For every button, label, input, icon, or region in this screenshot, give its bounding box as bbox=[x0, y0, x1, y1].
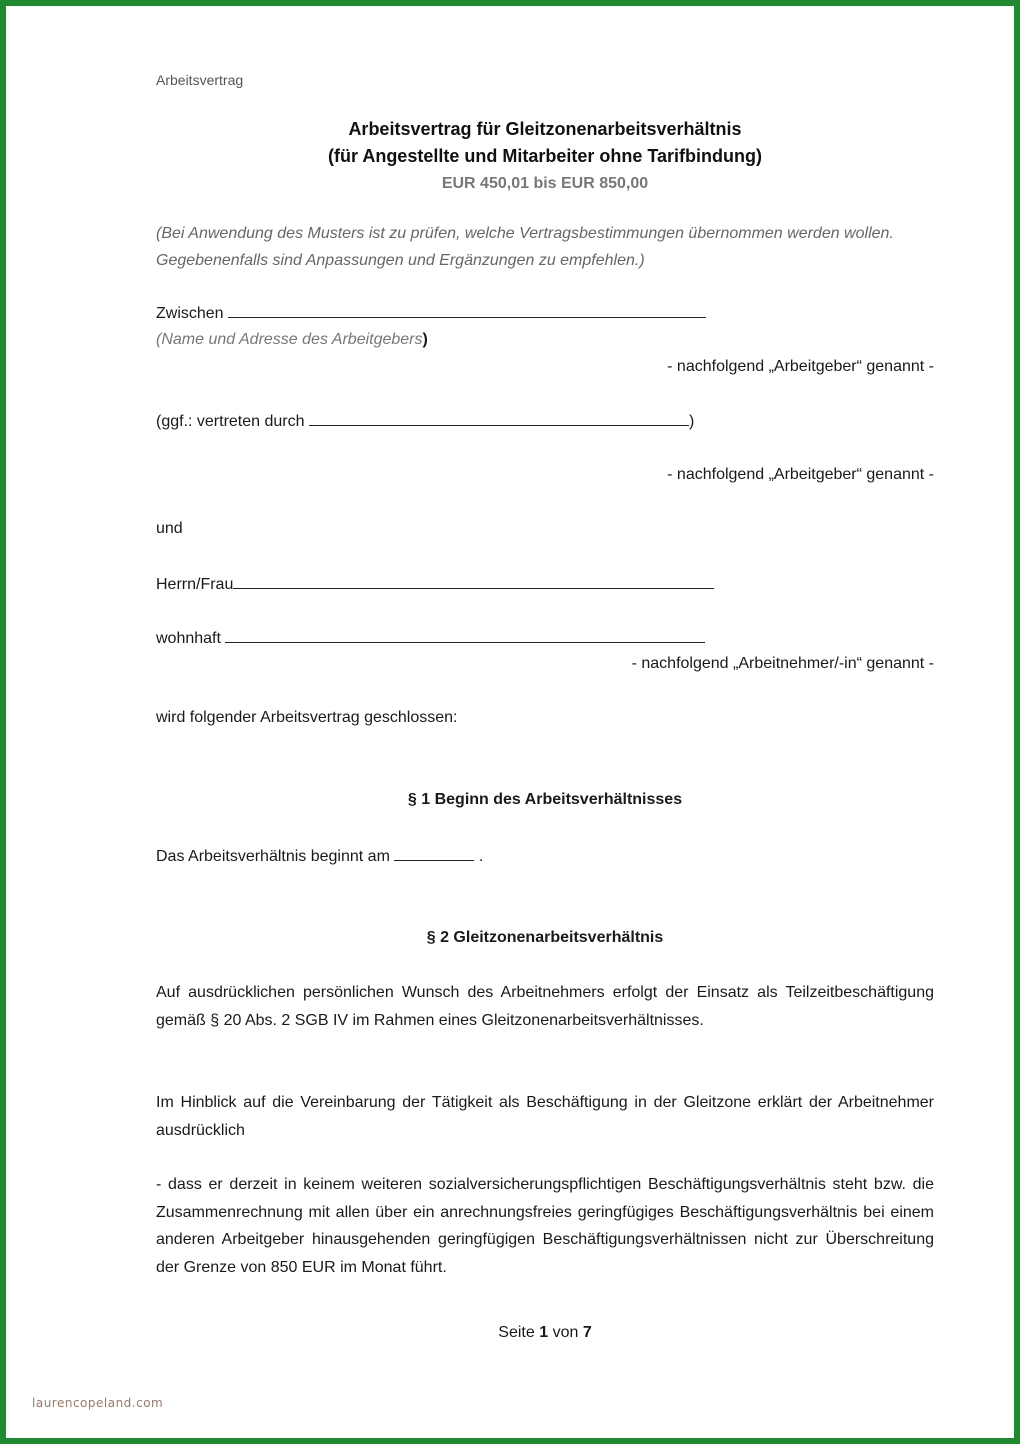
employee-named: - nachfolgend „Arbeitnehmer/-in“ genannt - bbox=[631, 655, 934, 672]
footer-seite: Seite bbox=[498, 1324, 535, 1341]
employee-address-blank[interactable] bbox=[225, 628, 705, 643]
usage-note: (Bei Anwendung des Musters ist zu prüfen, welche Vertragsbestimmungen übernommen werden wollen. Gegebenenfalls sind Anpassungen und Ergänzungen zu empfehlen.) bbox=[156, 225, 894, 269]
represented-label: (ggf.: vertreten durch bbox=[156, 413, 305, 430]
start-date-blank[interactable] bbox=[394, 846, 474, 861]
employer-line bbox=[156, 303, 706, 323]
document-header-label: Arbeitsvertrag bbox=[156, 72, 244, 88]
section-1-text-after: . bbox=[478, 848, 484, 865]
section-1-heading: § 1 Beginn des Arbeitsverhältnisses bbox=[407, 791, 683, 808]
section-2-paragraph-2: Im Hinblick auf die Vereinbarung der Tätigkeit als Beschäftigung in der Gleitzone erklärt der Arbeitnehmer ausdrücklich bbox=[156, 1094, 934, 1139]
footer-page-number: 1 bbox=[539, 1324, 549, 1341]
watermark: laurencopeland.com bbox=[32, 1396, 164, 1410]
section-2-heading: § 2 Gleitzonenarbeitsverhältnis bbox=[426, 929, 664, 946]
employee-name-line bbox=[156, 574, 714, 594]
section-2-paragraph-3: - dass er derzeit in keinem weiteren sozialversicherungspflichtigen Beschäftigungsverhältnis steht bzw. die Zusammenrechnung mit allen über ein anrechnungsfreies geringfügiges Beschäftigungsverhältnis bei einem anderen Arbeitgeber hinausgehenden geringfügigen Beschäftigungsverhältnissen nicht zur Überschreitung der Grenze von 850 EUR im Monat führt. bbox=[156, 1176, 934, 1276]
page-footer bbox=[156, 1324, 934, 1342]
employer-hint-text: (Name und Adresse des Arbeitgebers bbox=[156, 331, 423, 348]
und-text: und bbox=[156, 520, 183, 537]
employer-named-2: - nachfolgend „Arbeitgeber“ genannt - bbox=[667, 466, 934, 483]
section-2-paragraph-1: Auf ausdrücklichen persönlichen Wunsch des Arbeitnehmers erfolgt der Einsatz als Teilzeitbeschäftigung gemäß § 20 Abs. 2 SGB IV im Rahmen eines Gleitzonenarbeitsverhältnisses. bbox=[156, 984, 934, 1029]
document-title: Arbeitsvertrag für Gleitzonenarbeitsverhältnis bbox=[348, 119, 742, 139]
represented-close: ) bbox=[688, 413, 695, 430]
employer-blank[interactable] bbox=[228, 303, 706, 318]
herrn-frau-label: Herrn/Frau bbox=[156, 576, 234, 593]
employer-named-1: - nachfolgend „Arbeitgeber“ genannt - bbox=[667, 358, 934, 375]
footer-von: von bbox=[552, 1324, 579, 1341]
represented-blank[interactable] bbox=[309, 411, 689, 426]
salary-range: EUR 450,01 bis EUR 850,00 bbox=[441, 175, 649, 192]
employer-hint-close: ) bbox=[422, 331, 428, 348]
represented-line bbox=[156, 411, 694, 431]
footer-total-pages: 7 bbox=[582, 1324, 592, 1341]
wohnhaft-label: wohnhaft bbox=[156, 630, 221, 647]
employee-address-line bbox=[156, 628, 705, 648]
zwischen-label: Zwischen bbox=[156, 305, 224, 322]
employer-hint bbox=[156, 331, 428, 349]
section-1-text bbox=[156, 846, 483, 866]
contract-concluded: wird folgender Arbeitsvertrag geschlossen: bbox=[156, 709, 458, 726]
employee-name-blank[interactable] bbox=[233, 574, 714, 589]
document-subtitle: (für Angestellte und Mitarbeiter ohne Tarifbindung) bbox=[328, 146, 762, 166]
section-1-text-before: Das Arbeitsverhältnis beginnt am bbox=[156, 848, 390, 865]
